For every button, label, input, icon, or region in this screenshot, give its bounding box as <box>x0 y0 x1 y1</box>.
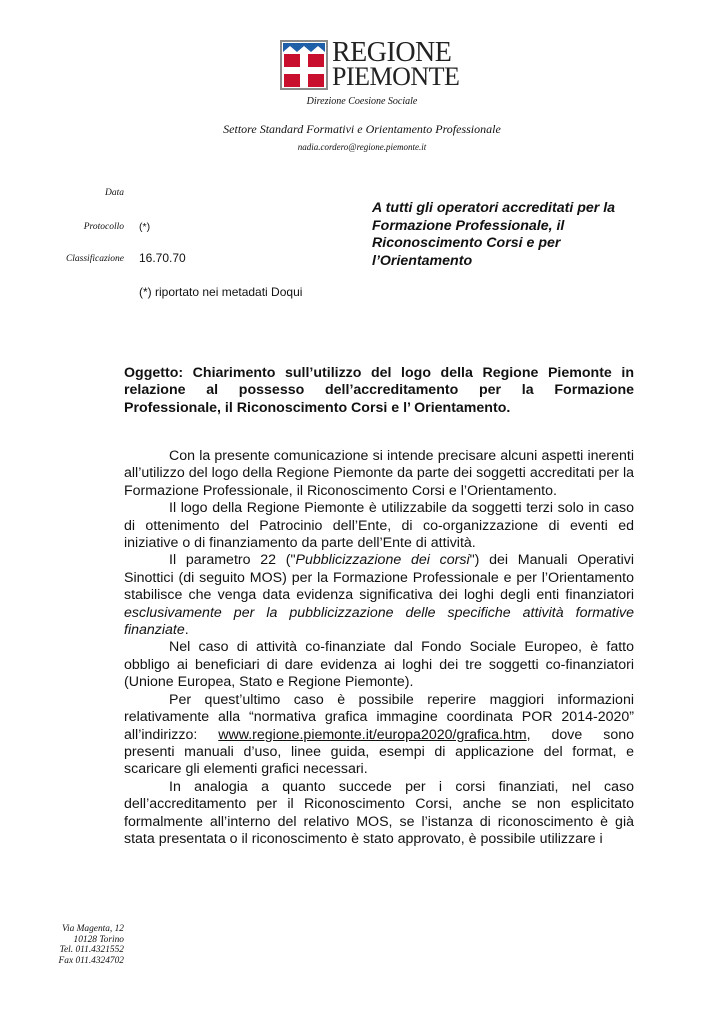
body-paragraph-3 <box>124 552 634 639</box>
address-city: 10128 Torino <box>73 934 124 945</box>
p3-text-e: . <box>184 622 189 639</box>
sector-email: nadia.cordero@regione.piemonte.it <box>297 142 427 152</box>
grafica-link[interactable]: www.regione.piemonte.it/europa2020/grafica.htm <box>218 726 527 743</box>
classificazione-value: 16.70.70 <box>139 251 186 265</box>
sector-name: Settore Standard Formativi e Orientamento Professionale <box>223 122 501 136</box>
address-fax: Fax 011.4324702 <box>58 955 124 966</box>
p5-text-a: Per quest’ultimo caso è possibile reperire maggiori informazioni relativamente alla “normativa grafica immagine coordinata POR 2014-2020” all’indirizzo: <box>124 691 634 743</box>
logo-word-regione: REGIONE <box>332 37 452 68</box>
p5-text-b: , dove sono presenti manuali d’uso, linee guida, esempi di applicazione del format, e scaricare gli elementi grafici necessari. <box>124 726 634 778</box>
regione-piemonte-emblem <box>280 40 328 90</box>
office-address <box>0 924 124 966</box>
body-paragraph-4: Nel caso di attività co-finanziate dal Fondo Sociale Europeo, è fatto obbligo ai beneficiari di dare evidenza ai loghi dei tre soggetti co-finanziatori (Unione Europea, Stato e Regione Piemonte). <box>124 639 634 691</box>
data-label: Data <box>105 188 124 198</box>
p3-text-c: ") dei Manuali Operativi Sinottici (di seguito MOS) per la Formazione Professionale e per l’Orientamento stabilisce che venga data evidenza significativa dei loghi degli enti finanziatori <box>124 552 634 604</box>
p3-text-a: Il parametro 22 (" <box>169 552 296 569</box>
body-paragraph-6: In analogia a quanto succede per i corsi finanziati, nel caso dell’accreditamento per il Riconoscimento Corsi, anche se non esplicitato formalmente all’interno del relativo MOS, se l’istanza di riconoscimento è già stata presentata o il riconoscimento è stato approvato, è possibile utilizzare i <box>124 778 634 847</box>
subject-heading: Oggetto: Chiarimento sull’utilizzo del logo della Regione Piemonte in relazione al possesso dell’accreditamento per la Formazione Professionale, il Riconoscimento Corsi e l’ Orientamento. <box>124 365 634 416</box>
protocollo-label: Protocollo <box>83 222 124 232</box>
direction-name: Direzione Coesione Sociale <box>306 96 418 107</box>
body-paragraph-2: Il logo della Regione Piemonte è utilizzabile da soggetti terzi solo in caso di ottenimento del Patrocinio dell’Ente, di co-organizzazione di eventi ed iniziative o di finanziamento da parte dell’Ente di attività. <box>124 500 634 552</box>
logo-word-piemonte: PIEMONTE <box>332 62 460 91</box>
recipient-block: A tutti gli operatori accreditati per la Formazione Professionale, il Riconoscimento Corsi e per l’Orientamento <box>372 200 616 269</box>
p3-italic-title: Pubblicizzazione dei corsi <box>295 552 470 569</box>
address-phone: Tel. 011.4321552 <box>59 945 124 955</box>
letter-body <box>124 448 634 848</box>
metadata-note: (*) riportato nei metadati Doqui <box>139 285 303 299</box>
protocollo-value: (*) <box>139 221 151 233</box>
body-paragraph-1: Con la presente comunicazione si intende precisare alcuni aspetti inerenti all’utilizzo del logo della Regione Piemonte da parte dei soggetti accreditati per la Formazione Professionale, il Riconoscimento Corsi e l’Orientamento. <box>124 448 634 499</box>
p3-italic-emphasis: esclusivamente per la pubblicizzazione delle specifiche attività formative finanziate <box>124 604 634 639</box>
body-paragraph-5 <box>124 692 634 779</box>
address-street: Via Magenta, 12 <box>61 924 124 934</box>
regione-piemonte-logo <box>280 37 460 92</box>
classificazione-label: Classificazione <box>65 254 124 264</box>
